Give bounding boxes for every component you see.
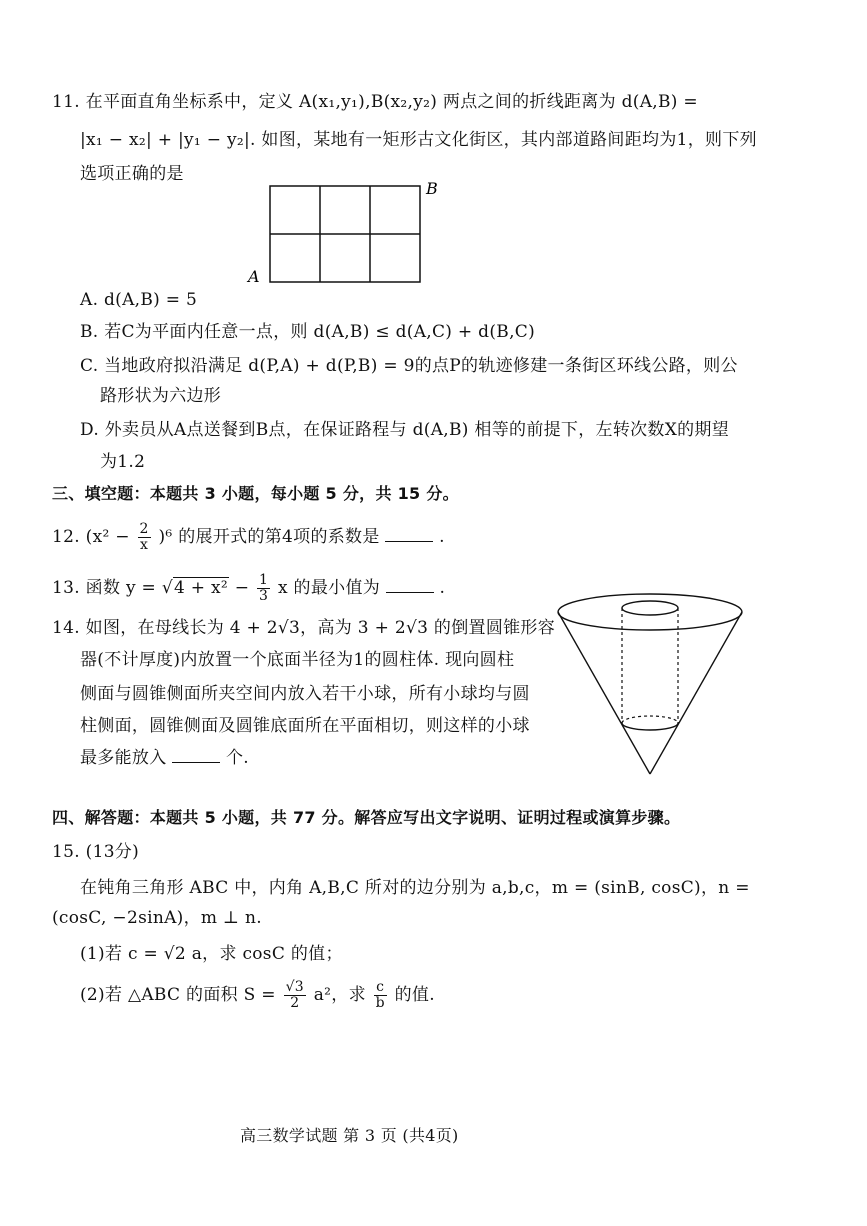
- q14-line3: 侧面与圆锥侧面所夹空间内放入若干小球，所有小球均与圆: [80, 684, 530, 704]
- q13-frac-num: 1: [259, 572, 269, 588]
- q13: [52, 573, 445, 604]
- q11-option-D-line1: D. 外卖员从A点送餐到B点，在保证路程与 d(A,B) 相等的前提下，左转次数X的期望: [80, 420, 730, 440]
- q11-option-C-line1: C. 当地政府拟沿满足 d(P,A) + d(P,B) = 9的点P的轨迹修建一条街区环线公路，则公: [80, 356, 738, 376]
- q15-line2: (cosC, −2sinA)，m ⊥ n.: [52, 908, 262, 928]
- q12-suffix: )⁶ 的展开式的第4项的系数是: [158, 527, 380, 547]
- q14-line1: 14. 如图，在母线长为 4 + 2√3，高为 3 + 2√3 的倒置圆锥形容: [52, 618, 556, 638]
- q12-prefix: 12. (x² −: [52, 527, 130, 547]
- inverted-cone-with-cylinder-figure: [550, 588, 750, 780]
- q12-fraction: [138, 522, 151, 553]
- cylinder-top-ellipse: [622, 601, 678, 615]
- q13-suffix: x 的最小值为: [277, 578, 381, 598]
- q15-header: 15. (13分): [52, 842, 140, 862]
- cylinder-bottom-back: [622, 716, 678, 723]
- q12-frac-num: 2: [139, 521, 149, 537]
- cone-left-generatrix: [558, 612, 650, 774]
- q12-end: .: [439, 527, 445, 547]
- section-4-heading: 四、解答题：本题共 5 小题，共 77 分。解答应写出文字说明、证明过程或演算步骤。: [52, 808, 681, 827]
- q12: [52, 522, 445, 553]
- q14-line5: [80, 746, 249, 770]
- cone-right-generatrix: [650, 612, 742, 774]
- q15-ratio-fraction: [374, 980, 387, 1011]
- q11-line1: 11. 在平面直角坐标系中，定义 A(x₁,y₁),B(x₂,y₂) 两点之间的折线距离为 d(A,B) =: [52, 92, 698, 112]
- cylinder-bottom-front: [622, 723, 678, 730]
- q15-ratio-frac-den: b: [375, 995, 385, 1011]
- section-3-heading: 三、填空题：本题共 3 小题，每小题 5 分，共 15 分。: [52, 484, 459, 503]
- label-A: A: [248, 267, 260, 286]
- q15-part2-mid: a²，求: [313, 985, 366, 1005]
- q15-part1: (1)若 c = √2 a，求 cosC 的值；: [80, 944, 343, 964]
- q13-frac-den: 3: [259, 588, 269, 604]
- q15-area-fraction: [284, 980, 306, 1011]
- label-B: B: [426, 179, 438, 198]
- q14-line5-suffix: 个.: [225, 748, 249, 768]
- cone-top-ellipse: [558, 594, 742, 630]
- q15-area-frac-num: √3: [285, 979, 305, 995]
- q13-prefix: 13. 函数 y =: [52, 578, 157, 598]
- q11-line2: |x₁ − x₂| + |y₁ − y₂|. 如图，某地有一矩形古文化街区，其内部道路间距均为1，则下列: [80, 130, 757, 150]
- q15-ratio-frac-num: c: [374, 980, 387, 996]
- q15-part2-suffix: 的值.: [394, 985, 435, 1005]
- q13-sqrt-content: 4 + x²: [173, 578, 229, 598]
- q13-end: .: [439, 578, 446, 598]
- q15-area-frac-den: 2: [290, 995, 300, 1011]
- q13-answer-blank: [386, 578, 434, 593]
- q14-answer-blank: [172, 748, 220, 763]
- q12-frac-den: x: [140, 537, 149, 553]
- q14-line2: 器(不计厚度)内放置一个底面半径为1的圆柱体. 现向圆柱: [80, 650, 515, 670]
- q14-line4: 柱侧面，圆锥侧面及圆锥底面所在平面相切，则这样的小球: [80, 716, 530, 736]
- page-footer: 高三数学试题 第 3 页 (共4页): [240, 1126, 459, 1145]
- q14-line5-prefix: 最多能放入: [80, 748, 167, 768]
- q13-minus: −: [234, 578, 250, 598]
- q12-answer-blank: [385, 527, 433, 542]
- q11-option-D-line2: 为1.2: [100, 452, 146, 472]
- q13-fraction: [257, 573, 270, 604]
- q11-option-C-line2: 路形状为六边形: [100, 386, 222, 406]
- q11-line3: 选项正确的是: [80, 164, 184, 184]
- q15-part2-prefix: (2)若 △ABC 的面积 S =: [80, 985, 276, 1005]
- q15-line1: 在钝角三角形 ABC 中，内角 A,B,C 所对的边分别为 a,b,c，m = (sinB, cosC)，n =: [80, 878, 750, 898]
- street-grid-figure: [240, 176, 450, 288]
- q11-option-B: B. 若C为平面内任意一点，则 d(A,B) ≤ d(A,C) + d(B,C): [80, 322, 536, 342]
- q13-sqrt-sign: √: [161, 578, 173, 598]
- q11-option-A: A. d(A,B) = 5: [80, 290, 198, 310]
- q15-part2: [80, 980, 435, 1011]
